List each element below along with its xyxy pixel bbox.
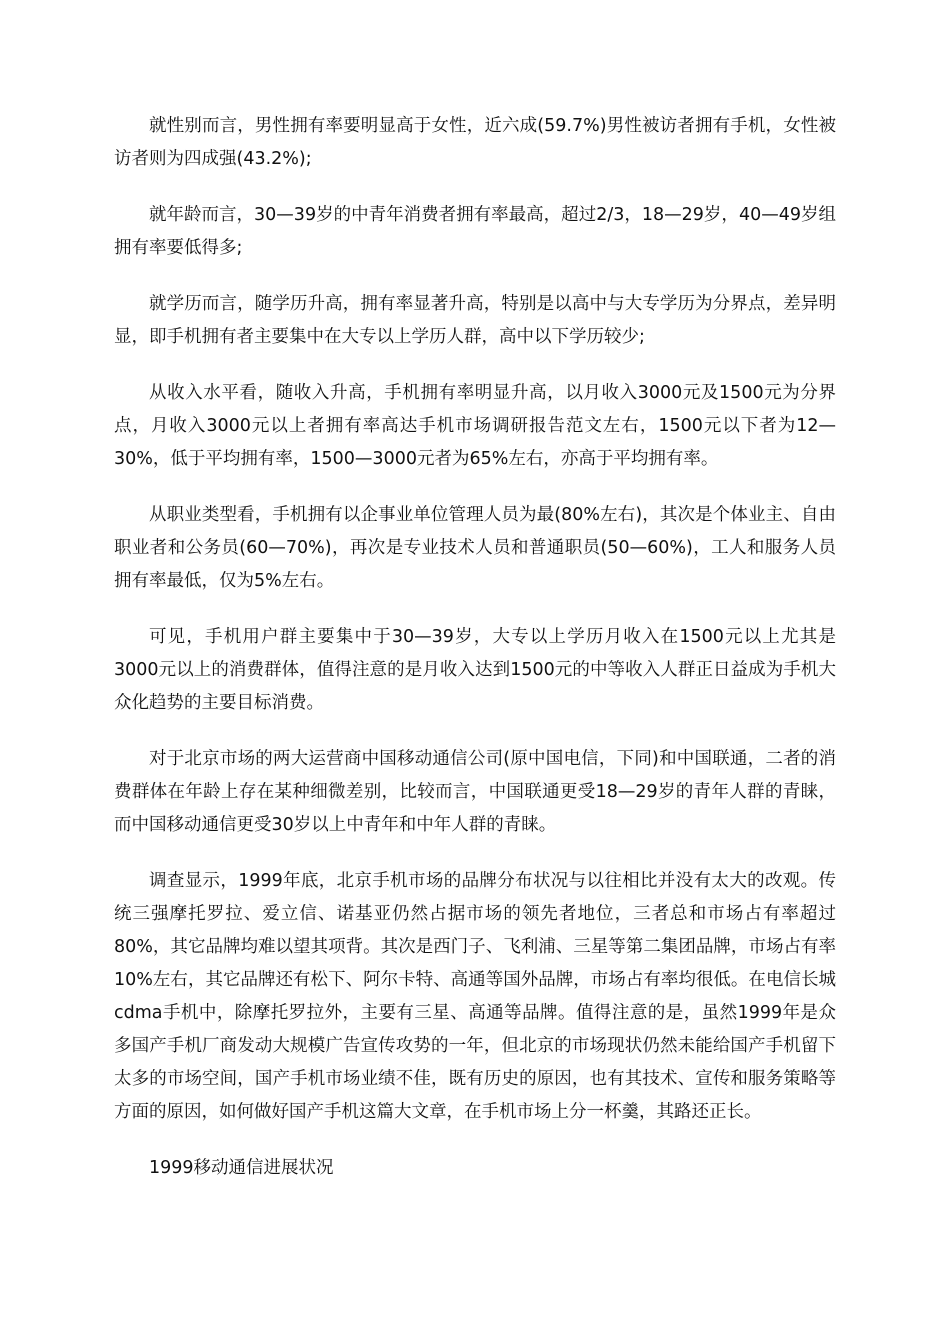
paragraph-summary: 可见，手机用户群主要集中于30—39岁，大专以上学历月收入在1500元以上尤其是3000元以上的消费群体，值得注意的是月收入达到1500元的中等收入人群正日益成为手机大众化趋势的主要目标消费。 <box>114 627 836 713</box>
section-heading: 1999移动通信进展状况 <box>149 1158 334 1178</box>
paragraph-operators: 对于北京市场的两大运营商中国移动通信公司(原中国电信，下同)和中国联通，二者的消费群体在年龄上存在某种细微差别，比较而言，中国联通更受18—29岁的青年人群的青睐，而中国移动通信更受30岁以上中青年和中年人群的青睐。 <box>114 749 836 835</box>
document-page <box>114 110 836 1185</box>
paragraph-age: 就年龄而言，30—39岁的中青年消费者拥有率最高，超过2/3，18—29岁，40—49岁组拥有率要低得多; <box>114 205 836 258</box>
paragraph-gender: 就性别而言，男性拥有率要明显高于女性，近六成(59.7%)男性被访者拥有手机，女性被访者则为四成强(43.2%); <box>114 116 836 169</box>
paragraph-brands: 调查显示，1999年底，北京手机市场的品牌分布状况与以往相比并没有太大的改观。传统三强摩托罗拉、爱立信、诺基亚仍然占据市场的领先者地位，三者总和市场占有率超过80%，其它品牌均难以望其项背。其次是西门子、飞利浦、三星等第二集团品牌，市场占有率10%左右，其它品牌还有松下、阿尔卡特、高通等国外品牌，市场占有率均很低。在电信长城cdma手机中，除摩托罗拉外，主要有三星、高通等品牌。值得注意的是，虽然1999年是众多国产手机厂商发动大规模广告宣传攻势的一年，但北京的市场现状仍然未能给国产手机留下太多的市场空间，国产手机市场业绩不佳，既有历史的原因，也有其技术、宣传和服务策略等方面的原因，如何做好国产手机这篇大文章，在手机市场上分一杯羹，其路还正长。 <box>114 871 836 1122</box>
paragraph-income: 从收入水平看，随收入升高，手机拥有率明显升高，以月收入3000元及1500元为分界点，月收入3000元以上者拥有率高达手机市场调研报告范文左右，1500元以下者为12—30%，低于平均拥有率，1500—3000元者为65%左右，亦高于平均拥有率。 <box>114 383 836 469</box>
paragraph-occupation: 从职业类型看，手机拥有以企事业单位管理人员为最(80%左右)，其次是个体业主、自由职业者和公务员(60—70%)，再次是专业技术人员和普通职员(50—60%)，工人和服务人员拥有率最低，仅为5%左右。 <box>114 505 836 591</box>
paragraph-education: 就学历而言，随学历升高，拥有率显著升高，特别是以高中与大专学历为分界点，差异明显，即手机拥有者主要集中在大专以上学历人群，高中以下学历较少; <box>114 294 836 347</box>
